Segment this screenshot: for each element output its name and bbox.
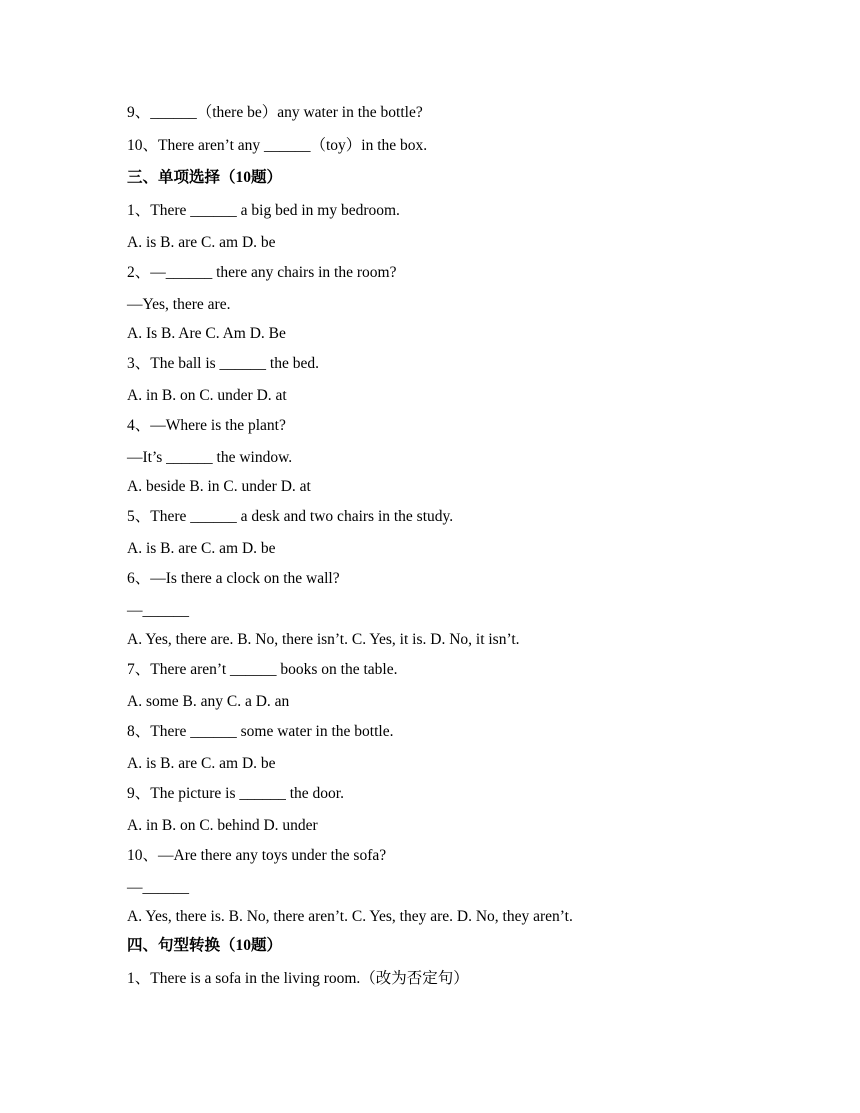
mc-options-6: A. Yes, there are. B. No, there isn’t. C. Yes, it is. D. No, it isn’t.	[127, 631, 520, 648]
section-heading-multiple-choice: 三、单项选择（10题）	[127, 169, 283, 186]
mc-options-2: A. Is B. Are C. Am D. Be	[127, 325, 286, 342]
mc-options-4: A. beside B. in C. under D. at	[127, 478, 311, 495]
mc-question-7: 7、There aren’t ______ books on the table.	[127, 661, 398, 678]
mc-question-6-answer-line: —______	[127, 602, 189, 619]
mc-options-10: A. Yes, there is. B. No, there aren’t. C. Yes, they are. D. No, they aren’t.	[127, 908, 573, 925]
mc-question-8: 8、There ______ some water in the bottle.	[127, 723, 394, 740]
mc-question-6: 6、—Is there a clock on the wall?	[127, 570, 340, 587]
mc-question-5: 5、There ______ a desk and two chairs in the study.	[127, 508, 454, 525]
fill-blank-question-10: 10、There aren’t any ______（toy）in the box.	[127, 137, 428, 154]
mc-options-8: A. is B. are C. am D. be	[127, 755, 276, 772]
mc-question-1: 1、There ______ a big bed in my bedroom.	[127, 202, 400, 219]
mc-options-9: A. in B. on C. behind D. under	[127, 817, 318, 834]
transformation-question-1: 1、There is a sofa in the living room.（改为否定句）	[127, 970, 469, 987]
mc-question-4-answer-line: —It’s ______ the window.	[127, 449, 293, 466]
mc-question-3: 3、The ball is ______ the bed.	[127, 355, 319, 372]
mc-question-10-answer-line: —______	[127, 879, 189, 896]
section-heading-sentence-transformation: 四、句型转换（10题）	[127, 937, 283, 954]
fill-blank-question-9: 9、______（there be）any water in the bottle?	[127, 104, 423, 121]
mc-question-9: 9、The picture is ______ the door.	[127, 785, 344, 802]
mc-question-2: 2、—______ there any chairs in the room?	[127, 264, 397, 281]
mc-options-1: A. is B. are C. am D. be	[127, 234, 276, 251]
mc-options-5: A. is B. are C. am D. be	[127, 540, 276, 557]
mc-question-2-answer-line: —Yes, there are.	[127, 296, 231, 313]
mc-options-3: A. in B. on C. under D. at	[127, 387, 287, 404]
mc-question-4: 4、—Where is the plant?	[127, 417, 286, 434]
mc-question-10: 10、—Are there any toys under the sofa?	[127, 847, 387, 864]
mc-options-7: A. some B. any C. a D. an	[127, 693, 290, 710]
